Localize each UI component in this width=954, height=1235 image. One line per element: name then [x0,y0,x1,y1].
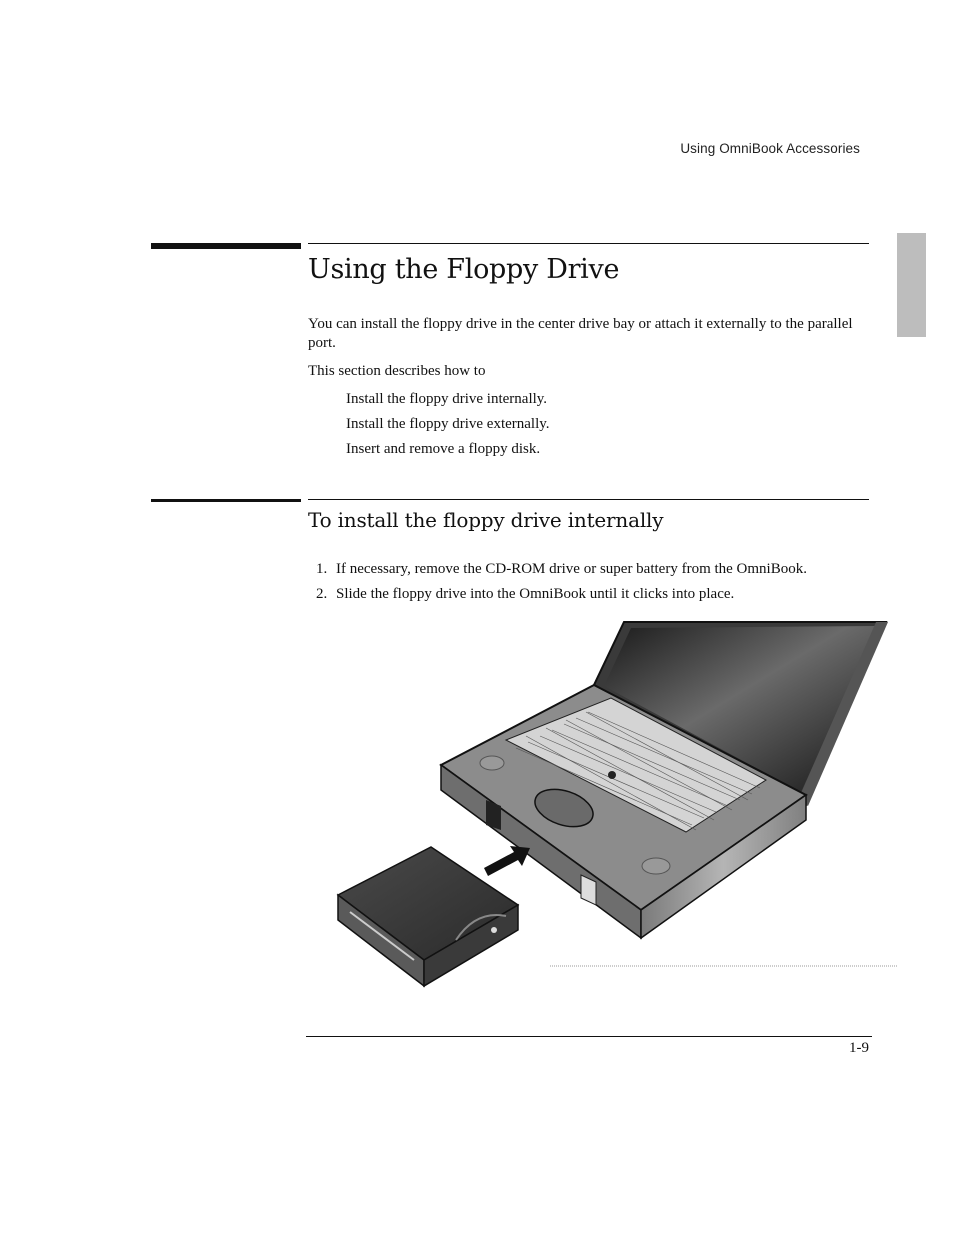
lead-paragraph: This section describes how to [308,363,486,379]
list-item: Install the floppy drive externally. [346,416,550,432]
subsection-rule-thick [151,499,301,502]
step-text: If necessary, remove the CD-ROM drive or super battery from the OmniBook. [336,561,807,577]
list-item: Install the floppy drive internally. [346,391,548,407]
insert-arrow-icon [484,846,530,876]
step-text: Slide the floppy drive into the OmniBook until it clicks into place. [336,586,735,602]
topic-list [346,390,550,465]
intro-paragraph: You can install the floppy drive in the center drive bay or attach it externally to the parallel port. [308,316,853,351]
laptop-floppy-drawing [336,620,898,990]
footer-rule [306,1036,872,1037]
step-number: 1. [316,561,328,577]
chapter-thumb-tab [897,233,926,337]
step-item [316,560,807,585]
floppy-install-illustration [336,620,898,990]
step-list [316,560,807,610]
step-number: 2. [316,586,328,602]
subsection-rule-thin [308,499,869,500]
page-title: Using the Floppy Drive [308,254,620,285]
section-rule-thick [151,243,301,249]
list-item: Insert and remove a floppy disk. [346,441,541,457]
subsection-title: To install the floppy drive internally [308,508,664,532]
running-header: Using OmniBook Accessories [680,141,860,156]
page-number: 1-9 [849,1040,869,1056]
section-rule-thin [308,243,869,244]
step-item [316,585,807,610]
